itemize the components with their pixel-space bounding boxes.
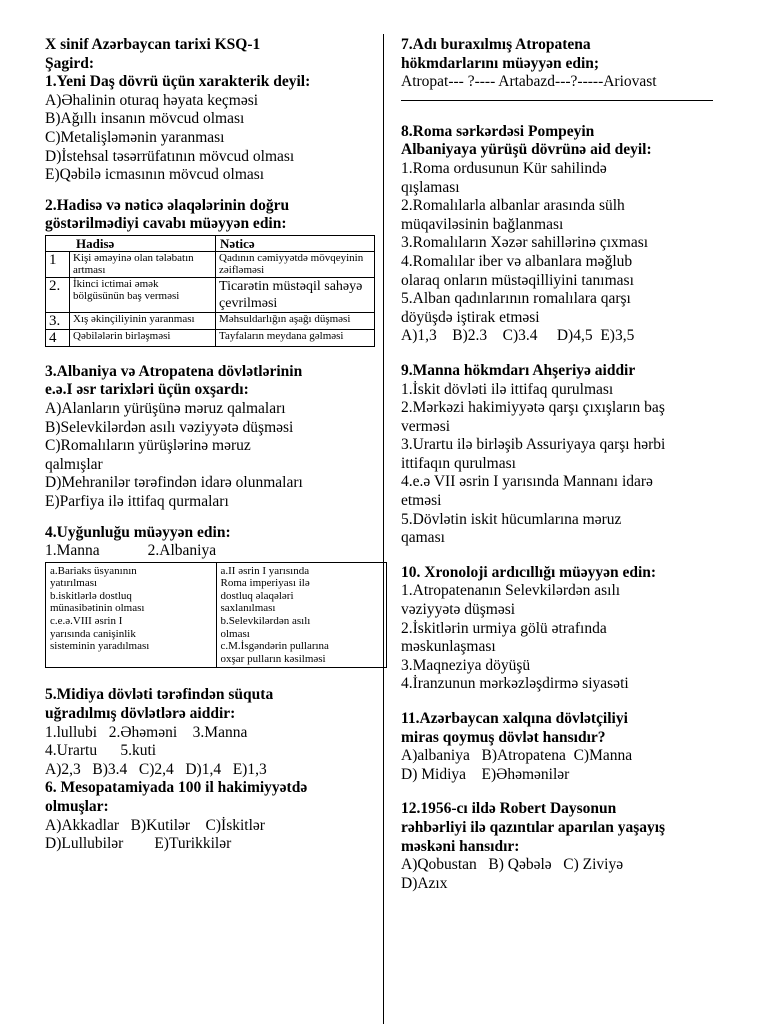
q9-line: etməsi bbox=[401, 492, 442, 510]
q5-items: 4.Urartu 5.kuti bbox=[45, 742, 157, 760]
q2-question: göstərilmədiyi cavabı müəyyən edin: bbox=[45, 215, 287, 233]
q7-question: 7.Adı buraxılmış Atropatena bbox=[401, 36, 591, 53]
q10-line: vəziyyətə düşməsi bbox=[401, 601, 516, 619]
q5-question: uğradılmış dövlətlərə aiddir: bbox=[45, 705, 236, 723]
q9-question: 9.Manna hökmdarı Ahşeriyə aiddir bbox=[401, 361, 636, 379]
q2-header-event: Hadisə bbox=[46, 235, 216, 251]
q8-question: Albaniyaya yürüşü dövrünə aid deyil: bbox=[401, 141, 652, 159]
q3-question: 3.Albaniya və Atropatena dövlətlərinin bbox=[45, 362, 303, 380]
q1-option: C)Metalişləmənin yaranması bbox=[45, 128, 225, 146]
q8-line: 4.Romalılar iber və albanlara məğlub bbox=[401, 252, 633, 270]
q7-question: hökmdarlarını müəyyən edin; bbox=[401, 54, 600, 72]
q11-question: 11.Azərbaycan xalqına dövlətçiliyi bbox=[401, 710, 628, 727]
q10-line: 4.İranzunun mərkəzləşdirmə siyasəti bbox=[401, 675, 629, 693]
q10-line: 3.Maqneziya döyüşü bbox=[401, 656, 531, 674]
q6-answers: A)Akkadlar B)Kutilər C)İskitlər bbox=[45, 816, 265, 834]
q12-question: 12.1956-cı ildə Robert Daysonun bbox=[401, 800, 617, 818]
q3-option: A)Alanların yürüşünə məruz qalmaları bbox=[45, 399, 286, 417]
q5-items: 1.lullubi 2.Əhəməni 3.Manna bbox=[45, 723, 248, 741]
q4-table bbox=[45, 562, 387, 669]
q11-answers: A)albaniya B)Atropatena C)Manna bbox=[401, 747, 633, 765]
q9-line: ittifaqın qurulması bbox=[401, 454, 516, 472]
table-row: 1 Kişi əməyinə olan tələbatın artması Qadının cəmiyyətdə mövqeyinin zəifləməsi bbox=[46, 251, 375, 277]
q12-question: rəhbərliyi ilə qazıntılar aparılan yaşayış bbox=[401, 818, 666, 836]
q8-answers: A)1,3 B)2.3 C)3.4 D)4,5 E)3,5 bbox=[401, 327, 635, 345]
q2-table bbox=[45, 235, 375, 347]
q9-line: verməsi bbox=[401, 417, 451, 435]
q9-line: 2.Mərkəzi hakimiyyətə qarşı çıxışların baş bbox=[401, 399, 665, 417]
q8-question: 8.Roma sərkərdəsi Pompeyin bbox=[401, 122, 595, 140]
q6-question: 6. Mesopatamiyada 100 il hakimiyyətdə bbox=[45, 779, 308, 797]
q9-line: 1.İskit dövləti ilə ittifaq qurulması bbox=[401, 380, 614, 398]
q1-question: 1.Yeni Daş dövrü üçün xarakterik deyil: bbox=[45, 73, 311, 91]
q8-line: 3.Romalıların Xəzər sahillərinə çıxması bbox=[401, 234, 649, 252]
left-column bbox=[45, 36, 365, 854]
q4-question: 4.Uyğunluğu müəyyən edin: bbox=[45, 523, 231, 541]
student-label: Şagird: bbox=[45, 54, 95, 72]
column-divider bbox=[383, 34, 384, 1024]
q7-sequence: Atropat--- ?---- Artabazd---?-----Ariovast bbox=[401, 73, 657, 91]
table-row: a.Bariaks üsyanının yatırılması b.iskitlərlə dostluq münasibətinin olması c.e.ə.VIII əsrin I yarısında canişinlik sisteminin yaradılması a.II əsrin I yarısında Roma imperiyası ilə dostluq əlaqələri saxlanılması b.Selevkilərdən asılı olması c.M.İsgəndərin pullarına oxşar pulların kəsilməsi bbox=[46, 562, 387, 668]
q6-question: olmuşlar: bbox=[45, 798, 109, 815]
table-row: 3. Xış əkinçiliyinin yaranması Məhsuldarlığın aşağı düşməsi bbox=[46, 312, 375, 329]
q8-line: qışlaması bbox=[401, 178, 460, 196]
q11-question: miras qoymuş dövlət hansıdır? bbox=[401, 728, 606, 746]
table-row: 2. İkinci ictimai əmək bölgüsünün baş verməsi Ticarətin müstəqil sahəyə çevrilməsi bbox=[46, 277, 375, 312]
q3-option: E)Parfiya ilə ittifaq qurmaları bbox=[45, 492, 229, 510]
q12-answers: D)Azıx bbox=[401, 874, 448, 892]
q1-option: A)Əhalinin oturaq həyata keçməsi bbox=[45, 91, 259, 109]
q3-option: qalmışlar bbox=[45, 455, 103, 473]
test-title: X sinif Azərbaycan tarixi KSQ-1 bbox=[45, 36, 261, 53]
q3-option: D)Mehranilər tərəfindən idarə olunmaları bbox=[45, 474, 303, 492]
q5-question: 5.Midiya dövləti tərəfindən süquta bbox=[45, 686, 274, 704]
q12-question: məskəni hansıdır: bbox=[401, 837, 520, 855]
q10-line: məskunlaşması bbox=[401, 638, 496, 656]
q4-options: 1.Manna 2.Albaniya bbox=[45, 542, 217, 560]
q8-line: 2.Romalılarla albanlar arasında sülh bbox=[401, 197, 625, 215]
q8-line: döyüşdə iştirak etməsi bbox=[401, 308, 540, 326]
q8-line: olaraq onların müstəqilliyini tanıması bbox=[401, 271, 634, 289]
q2-question: 2.Hadisə və nəticə əlaqələrinin doğru bbox=[45, 196, 290, 214]
q12-answers: A)Qobustan B) Qəbələ C) Ziviyə bbox=[401, 856, 624, 874]
q9-line: qaması bbox=[401, 529, 445, 547]
q10-question: 10. Xronoloji ardıcıllığı müəyyən edin: bbox=[401, 563, 657, 581]
table-row: 4 Qəbilələrin birləşməsi Tayfaların meydana gəlməsi bbox=[46, 329, 375, 346]
q1-option: E)Qəbilə icmasının mövcud olması bbox=[45, 166, 265, 184]
q3-option: B)Selevkilərdən asılı vəziyyətə düşməsi bbox=[45, 418, 294, 436]
q6-answers: D)Lullubilər E)Turikkilər bbox=[45, 835, 232, 853]
q9-line: 5.Dövlətin iskit hücumlarına məruz bbox=[401, 510, 622, 528]
q11-answers: D) Midiya E)Əhəmənilər bbox=[401, 765, 570, 783]
q8-line: 5.Alban qadınlarının romalılara qarşı bbox=[401, 290, 631, 308]
q9-line: 4.e.ə VII əsrin I yarısında Mannanı idarə bbox=[401, 473, 653, 491]
q3-question: e.ə.I əsr tarixləri üçün oxşardı: bbox=[45, 381, 249, 399]
q1-option: D)İstehsal təsərrüfatının mövcud olması bbox=[45, 147, 295, 165]
q2-header-result: Nəticə bbox=[216, 235, 375, 251]
q8-line: 1.Roma ordusunun Kür sahilində bbox=[401, 159, 607, 177]
q5-answers: A)2,3 B)3.4 C)2,4 D)1,4 E)1,3 bbox=[45, 760, 267, 778]
right-column bbox=[401, 36, 721, 893]
q1-option: B)Ağıllı insanın mövcud olması bbox=[45, 110, 245, 128]
q8-line: müqaviləsinin bağlanması bbox=[401, 215, 564, 233]
q10-line: 1.Atropatenanın Selevkilərdən asılı bbox=[401, 582, 621, 600]
q10-line: 2.İskitlərin urmiya gölü ətrafında bbox=[401, 619, 607, 637]
q9-line: 3.Urartu ilə birləşib Assuriyaya qarşı hərbi bbox=[401, 436, 666, 454]
q3-option: C)Romalıların yürüşlərinə məruz bbox=[45, 437, 251, 455]
